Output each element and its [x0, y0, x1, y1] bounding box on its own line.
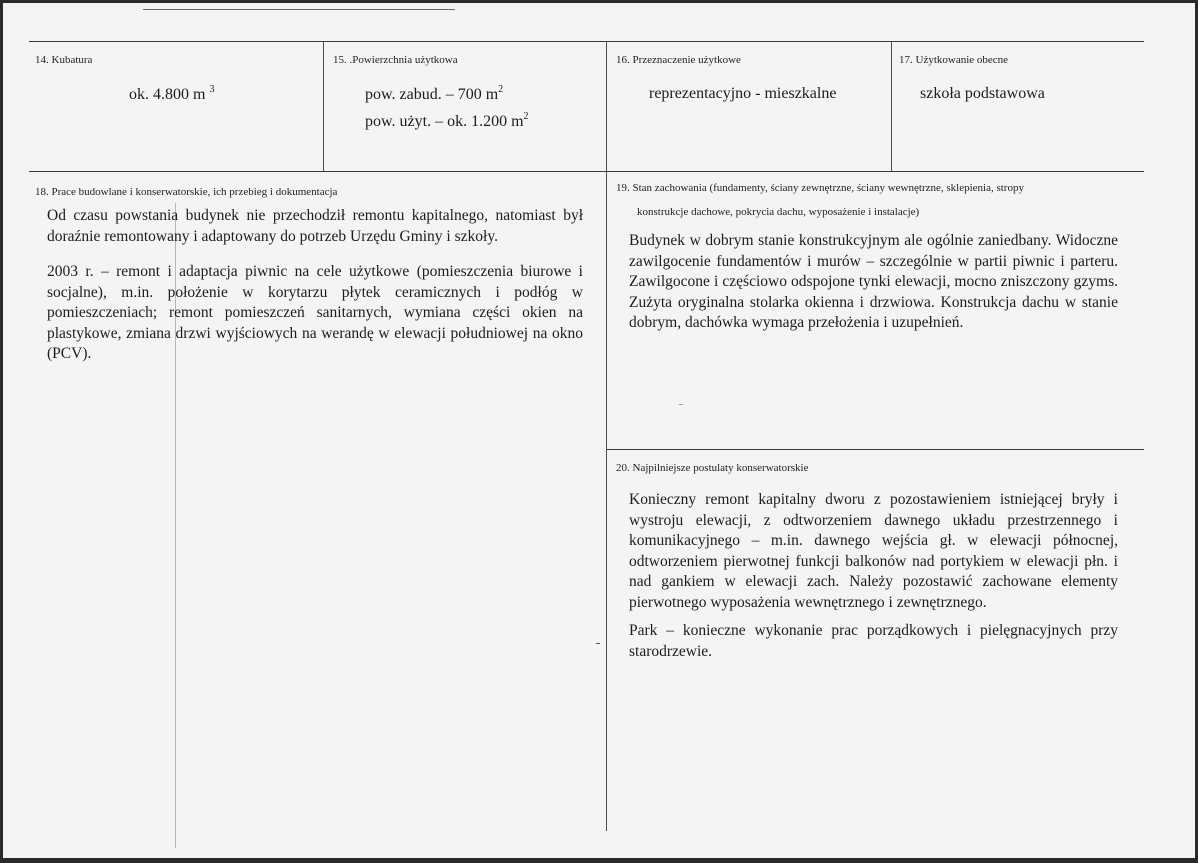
field-15-value-usable: pow. użyt. – ok. 1.200 $m^2$ [365, 111, 529, 130]
top-stub-line [143, 9, 455, 10]
rule-top [29, 41, 1144, 42]
field-14-label: 14. Kubatura [35, 54, 93, 66]
field-20-text [629, 490, 1118, 662]
scan-speck [596, 643, 600, 644]
scan-speck [679, 404, 683, 405]
rule-row2 [29, 171, 1144, 172]
field-15-label: 15. .Powierzchnia użytkowa [333, 54, 458, 66]
field-18-text [47, 206, 583, 365]
document-sheet [3, 3, 1195, 858]
field-20-label: 20. Najpilniejsze postulaty konserwatorskie [616, 462, 809, 474]
field-18-paragraph: 2003 r. – remont i adaptacja piwnic na cele użytkowe (pomieszczenia biurowe i socjalne), m.in. położenie w korytarzu płytek ceramicznych i podłóg w pomieszczeniach; remont pomieszczeń sanitarnych, wymiana części okien na plastykowe, zmiana drzwi wyjściowych na werandę w elewacji południowej na okno (PCV). [47, 263, 583, 362]
field-16-label: 16. Przeznaczenie użytkowe [616, 54, 741, 66]
field-17-label: 17. Użytkowanie obecne [899, 54, 1009, 66]
divider-f16-f17 [891, 41, 892, 171]
field-20-paragraph: Konieczny remont kapitalny dworu z pozostawieniem istniejącej bryły i wystroju elewacji, z odtworzeniem dawnego układu przestrzennego i komunikacyjnego – m.in. dawnego wejścia gł. w elewacji północnej, odtworzeniem pierwotnej funkcji balkonów nad portykiem w elewacji płn. i nad gankiem w elewacji zach. Należy pozostawić zachowane elementy pierwotnego wyposażenia wewnętrznego i zewnętrznego. [629, 491, 1118, 611]
rule-f20 [606, 449, 1144, 450]
field-19-text [629, 231, 1118, 334]
field-18-label: 18. Prace budowlane i konserwatorskie, ich przebieg i dokumentacja [35, 186, 338, 198]
field-20-paragraph: Park – konieczne wykonanie prac porządkowych i pielęgnacyjnych przy starodrzewie. [629, 622, 1118, 660]
field-16-value: reprezentacyjno - mieszkalne [649, 85, 837, 102]
field-19-label-cont: konstrukcje dachowe, pokrycia dachu, wyposażenie i instalacje) [637, 206, 920, 218]
divider-center [606, 41, 607, 831]
divider-f14-f15 [323, 41, 324, 171]
field-15-value-built: pow. zabud. – 700 $m^2$ [365, 84, 504, 103]
field-19-paragraph: Budynek w dobrym stanie konstrukcyjnym ale ogólnie zaniedbany. Widoczne zawilgocenie fundamentów i murów – szczególnie w partii piwnic i parteru. Zawilgocone i częściowo odspojone tynki elewacji, mocno zniszczony gzyms. Zużyta oryginalna stolarka okienna i drzwiowa. Konstrukcja dachu w stanie dobrym, dachówka wymaga przełożenia i uzupełnień. [629, 232, 1118, 331]
field-14-value: ok. 4.800 m $^3$ [129, 84, 215, 103]
field-17-value: szkoła podstawowa [920, 85, 1045, 102]
field-19-label: 19. Stan zachowania (fundamenty, ściany zewnętrzne, ściany wewnętrzne, sklepienia, stropy [616, 182, 1024, 194]
field-18-paragraph: Od czasu powstania budynek nie przechodził remontu kapitalnego, natomiast był doraźnie remontowany i adaptowany do potrzeb Urzędu Gminy i szkoły. [47, 207, 583, 245]
